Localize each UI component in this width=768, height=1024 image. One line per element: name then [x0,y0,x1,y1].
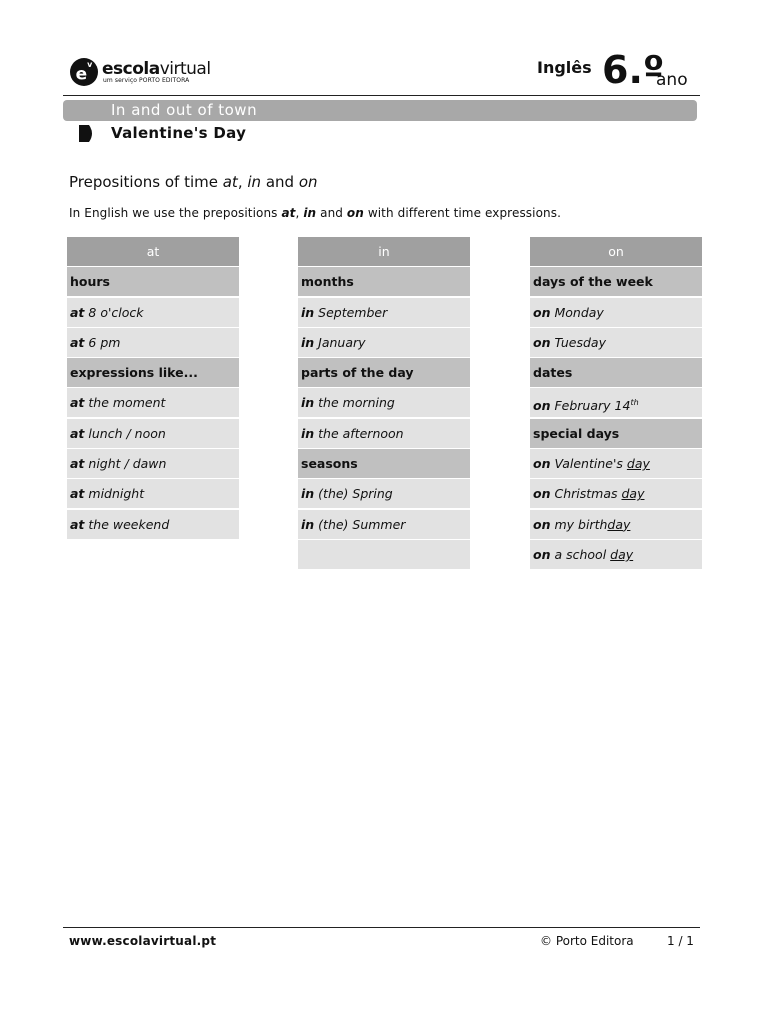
category-row: expressions like... [67,358,239,387]
intro-paragraph: In English we use the prepositions at, in and on with different time expressions. [69,206,561,220]
table-row: on my birthday [530,510,702,539]
table-at [67,237,239,540]
category-row: days of the week [530,267,702,296]
table-row: in (the) Spring [298,479,470,508]
category-row: dates [530,358,702,387]
table-row: on February 14th [530,388,702,417]
logo-mark: $e^v$ [70,58,98,86]
section-heading: Prepositions of time at, in and on [69,173,318,191]
lesson-title: Valentine's Day [111,124,247,142]
topic-bar: In and out of town [63,100,697,121]
table-row: at night / dawn [67,449,239,478]
subject-label: Inglês [537,58,592,77]
header-divider [63,95,700,96]
play-arrow-icon [76,125,95,142]
table-row: on Christmas day [530,479,702,508]
table-row: at 8 o'clock [67,298,239,327]
category-row: special days [530,419,702,448]
table-row: on Monday [530,298,702,327]
empty-row [298,540,470,569]
table-row: on a school day [530,540,702,569]
table-row: in January [298,328,470,357]
table-row: at the weekend [67,510,239,539]
logo-tagline: um serviço PORTO EDITORA [103,77,190,84]
table-header: at [67,237,239,266]
table-row: in the morning [298,388,470,417]
category-row: parts of the day [298,358,470,387]
escola-virtual-logo [70,58,250,90]
table-row: at 6 pm [67,328,239,357]
table-row: in the afternoon [298,419,470,448]
table-row: at midnight [67,479,239,508]
category-row: hours [67,267,239,296]
page-number: 1 / 1 [667,934,694,948]
table-header: in [298,237,470,266]
table-row: on Tuesday [530,328,702,357]
footer-url: www.escolavirtual.pt [69,934,217,948]
table-row: at the moment [67,388,239,417]
footer-divider [63,927,700,928]
table-row: in (the) Summer [298,510,470,539]
table-row: at lunch / noon [67,419,239,448]
category-row: months [298,267,470,296]
table-on [530,237,702,570]
category-row: seasons [298,449,470,478]
grade-number: 6.º [602,48,665,92]
table-row: on Valentine's day [530,449,702,478]
logo-wordmark: escolavirtual [102,59,211,79]
table-in [298,237,470,570]
table-header: on [530,237,702,266]
table-row: in September [298,298,470,327]
footer-copyright: © Porto Editora [540,934,634,948]
grade-unit: ano [656,70,688,90]
